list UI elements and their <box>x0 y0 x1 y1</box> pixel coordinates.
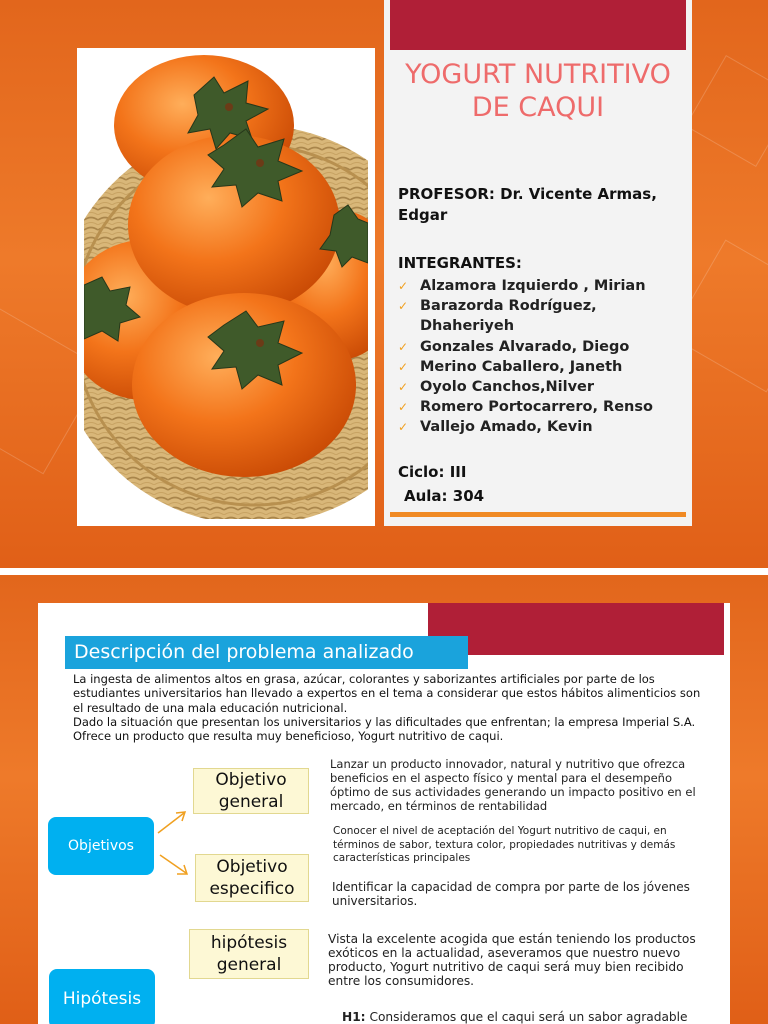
arrow-icon <box>156 851 196 879</box>
members-list <box>398 276 653 438</box>
checkmark-icon: ✓ <box>398 400 409 415</box>
accent-bar <box>390 512 686 517</box>
section-heading: Descripción del problema analizado <box>65 636 468 669</box>
intro-text: La ingesta de alimentos altos en grasa, azúcar, colorantes y saborizantes artificiales por parte de los estudiantes universitarios han llevado a expertos en el tema a considerar que estos hábitos alimenticios son el resultado de una mala educación nutricional. Dado la situación que presentan los universitarios y las dificultades que enfrentan; la empresa Imperial S.A. Ofrece un producto que resulta muy beneficioso, Yogurt nutritivo de caqui. <box>73 672 701 744</box>
list-item: ✓ Barazorda Rodríguez, Dhaheriyeh <box>398 298 597 335</box>
checkmark-icon: ✓ <box>398 279 409 293</box>
h1-line <box>342 1010 722 1024</box>
arrow-icon <box>154 807 194 837</box>
checkmark-icon: ✓ <box>398 339 409 354</box>
accent-bar <box>428 603 724 655</box>
checkmark-icon: ✓ <box>398 359 409 374</box>
content-slide <box>0 575 768 1024</box>
persimmon-basket-image <box>84 55 368 519</box>
checkmark-icon: ✓ <box>398 380 409 395</box>
hipotesis-pill: Hipótesis <box>49 969 155 1024</box>
title-info-card <box>384 0 692 526</box>
hipotesis-general-text: Vista la excelente acogida que están teniendo los productos exóticos en la actualidad, aseveramos que nuestro nuevo producto, Yogurt nutritivo de caqui será muy bien recibido entre los consumidores. <box>328 932 696 988</box>
hipotesis-general-box: hipótesis general <box>189 929 309 979</box>
profesor-line: PROFESOR: Dr. Vicente Armas, Edgar <box>398 185 657 224</box>
integrantes-label: INTEGRANTES: <box>398 254 522 272</box>
aula-line: Aula: 304 <box>404 487 485 505</box>
objetivo-especifico-text-2: Identificar la capacidad de compra por parte de los jóvenes universitarios. <box>332 880 690 908</box>
h1-text: Consideramos que el caqui será un sabor agradable <box>369 1010 688 1024</box>
list-item: ✓ Vallejo Amado, Kevin <box>398 417 653 437</box>
objetivo-general-text: Lanzar un producto innovador, natural y nutritivo que ofrezca beneficios en el aspecto físico y mental para el desempeño óptimo de sus actividades generando un impacto positivo en el mercado, en términos de rentabilidad <box>330 757 696 813</box>
objetivo-especifico-box: Objetivo especifico <box>195 854 309 902</box>
h1-label: H1: <box>342 1010 366 1024</box>
list-item: ✓ Alzamora Izquierdo , Mirian <box>398 276 653 296</box>
checkmark-icon: ✓ <box>398 299 409 314</box>
objetivo-general-box: Objetivo general <box>193 768 309 814</box>
list-item: ✓ Oyolo Canchos,Nilver <box>398 377 653 397</box>
list-item: ✓ Gonzales Alvarado, Diego <box>398 337 653 357</box>
list-item: ✓ Romero Portocarrero, Renso <box>398 397 653 417</box>
list-item: ✓ Merino Caballero, Janeth <box>398 357 653 377</box>
presentation-title: YOGURT NUTRITIVO DE CAQUI <box>405 59 671 123</box>
accent-bar <box>390 0 686 50</box>
objetivos-pill: Objetivos <box>48 817 154 875</box>
persimmon-photo-frame <box>77 48 375 526</box>
ciclo-line: Ciclo: III <box>398 463 467 481</box>
checkmark-icon: ✓ <box>398 420 409 435</box>
background-hexagon <box>685 55 768 167</box>
objetivo-especifico-text: Conocer el nivel de aceptación del Yogurt nutritivo de caqui, en términos de sabor, textura color, propiedades nutritivas y demás características principales <box>333 825 676 864</box>
